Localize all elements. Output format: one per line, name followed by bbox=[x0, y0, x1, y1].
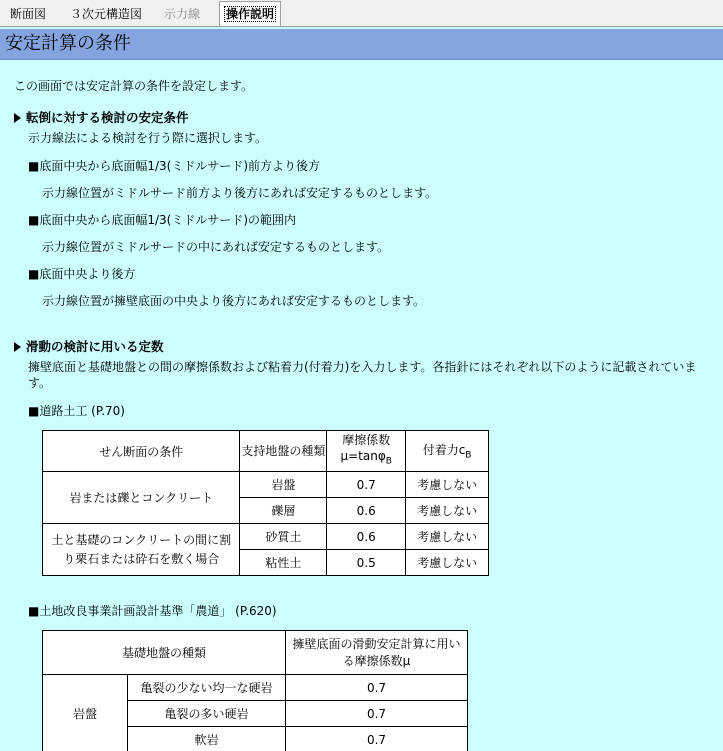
tab-bar bbox=[0, 0, 723, 27]
tab-operation-guide-label: 操作説明 bbox=[226, 7, 275, 21]
tab-3d-structure[interactable]: ３次元構造図 bbox=[70, 7, 143, 21]
arrow-icon bbox=[14, 342, 21, 352]
tab-operation-guide[interactable] bbox=[219, 1, 281, 26]
ground-cell: 砂質土 bbox=[240, 524, 327, 550]
tab-cross-section[interactable]: 断面図 bbox=[10, 7, 47, 21]
condition-desc-2: 示力線位置がミドルサードの中にあれば安定するものとします。 bbox=[42, 240, 390, 254]
header-friction-coef-sub: B bbox=[385, 456, 392, 467]
header-shear-condition: せん断面の条件 bbox=[43, 431, 240, 472]
header-adhesion-sub: B bbox=[465, 450, 472, 461]
header-ground-type: 支持地盤の種類 bbox=[240, 431, 327, 472]
header-adhesion-label: 付着力c bbox=[422, 443, 466, 458]
adhesion-cell: 考慮しない bbox=[406, 524, 489, 550]
adhesion-cell: 考慮しない bbox=[406, 472, 489, 498]
mu-cell: 0.6 bbox=[327, 498, 406, 524]
table1-caption: ■道路土工 (P.70) bbox=[28, 404, 125, 418]
intro-text: この画面では安定計算の条件を設定します。 bbox=[14, 79, 254, 93]
header-adhesion bbox=[406, 431, 489, 472]
mu-cell: 0.7 bbox=[286, 675, 468, 701]
adhesion-cell: 考慮しない bbox=[406, 498, 489, 524]
farm-road-table bbox=[42, 630, 468, 751]
table-row bbox=[43, 675, 468, 701]
header-friction-coef-label: 摩擦係数μ=tanφ bbox=[340, 433, 391, 464]
section-heading-sliding-label: 滑動の検討に用いる定数 bbox=[26, 339, 164, 354]
section-desc-sliding: 擁壁底面と基礎地盤との間の摩擦係数および粘着力(付着力)を入力します。各指針にはそれぞれ以下のように記載されています。 bbox=[28, 360, 697, 390]
section-heading-overturning bbox=[14, 110, 189, 126]
mu-cell: 0.7 bbox=[286, 701, 468, 727]
arrow-icon bbox=[14, 113, 21, 123]
condition-desc-3: 示力線位置が擁壁底面の中央より後方にあれば安定するものとします。 bbox=[42, 294, 426, 308]
condition-label-2: ■底面中央から底面幅1/3(ミドルサード)の範囲内 bbox=[28, 213, 297, 227]
table-row bbox=[43, 472, 489, 498]
section-desc-overturning: 示力線法による検討を行う際に選択します。 bbox=[28, 131, 268, 145]
page-title: 安定計算の条件 bbox=[5, 33, 131, 54]
mu-cell: 0.5 bbox=[327, 550, 406, 576]
rock-type-cell: 亀裂の少ない均一な硬岩 bbox=[128, 675, 286, 701]
header-sliding-friction: 擁壁底面の滑動安定計算に用いる摩擦係数μ bbox=[286, 631, 468, 675]
condition-label-3: ■底面中央より後方 bbox=[28, 267, 136, 281]
tab-force-line[interactable]: 示力線 bbox=[164, 7, 201, 21]
section-heading-sliding bbox=[14, 339, 164, 355]
adhesion-cell: 考慮しない bbox=[406, 550, 489, 576]
page-title-bar bbox=[0, 29, 723, 60]
condition-cell: 土と基礎のコンクリートの間に割り栗石または砕石を敷く場合 bbox=[43, 524, 240, 576]
mu-cell: 0.7 bbox=[327, 472, 406, 498]
group-cell: 岩盤 bbox=[43, 675, 128, 751]
help-content bbox=[0, 60, 723, 751]
section-heading-overturning-label: 転倒に対する検討の安定条件 bbox=[26, 110, 189, 125]
rock-type-cell: 軟岩 bbox=[128, 727, 286, 751]
rock-type-cell: 亀裂の多い硬岩 bbox=[128, 701, 286, 727]
table-row bbox=[43, 524, 489, 550]
ground-cell: 岩盤 bbox=[240, 472, 327, 498]
header-foundation-type: 基礎地盤の種類 bbox=[43, 631, 286, 675]
ground-cell: 粘性土 bbox=[240, 550, 327, 576]
table2-caption: ■土地改良事業計画設計基準「農道」 (P.620) bbox=[28, 604, 277, 618]
condition-label-1: ■底面中央から底面幅1/3(ミドルサード)前方より後方 bbox=[28, 159, 321, 173]
road-earthwork-table bbox=[42, 430, 489, 576]
condition-desc-1: 示力線位置がミドルサード前方より後方にあれば安定するものとします。 bbox=[42, 186, 438, 200]
ground-cell: 礫層 bbox=[240, 498, 327, 524]
header-friction-coef bbox=[327, 431, 406, 472]
mu-cell: 0.6 bbox=[327, 524, 406, 550]
condition-cell: 岩または礫とコンクリート bbox=[43, 472, 240, 524]
mu-cell: 0.7 bbox=[286, 727, 468, 751]
